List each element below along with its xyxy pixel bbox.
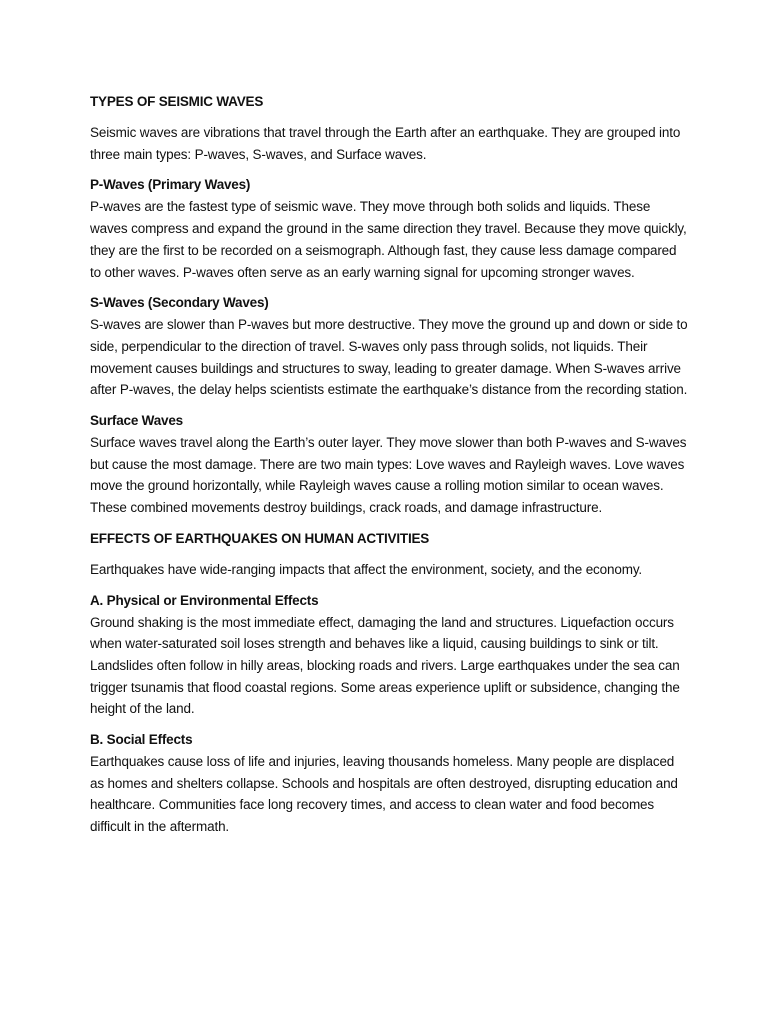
intro-paragraph: Seismic waves are vibrations that travel through the Earth after an earthquake. They are grouped into three main types: P-waves, S-waves, and Surface waves. bbox=[90, 125, 681, 162]
paragraph-s-waves: S-waves are slower than P-waves but more destructive. They move the ground up and down or side to side, perpendicular to the direction of travel. S-waves only pass through solids, not liquids. Their movement causes buildings and structures to sway, leading to greater damage. When S-waves arrive after P-waves, the delay helps scientists estimate the earthquake’s distance from the recording station. bbox=[90, 317, 688, 398]
heading-p-waves: P-Waves (Primary Waves) bbox=[90, 177, 251, 193]
heading-s-waves: S-Waves (Secondary Waves) bbox=[90, 295, 269, 311]
paragraph-p-waves: P-waves are the fastest type of seismic wave. They move through both solids and liquids. These waves compress and expand the ground in the same direction they travel. Because they move quickly, they are the first to be recorded on a seismograph. Although fast, they cause less damage compared to other waves. P-waves often serve as an early warning signal for upcoming stronger waves. bbox=[90, 199, 687, 280]
paragraph-surface-waves: Surface waves travel along the Earth’s outer layer. They move slower than both P-waves and S-waves but cause the most damage. There are two main types: Love waves and Rayleigh waves. Love waves move the ground horizontally, while Rayleigh waves cause a rolling motion similar to ocean waves. These combined movements destroy buildings, crack roads, and damage infrastructure. bbox=[90, 435, 687, 516]
heading-social-effects: B. Social Effects bbox=[90, 732, 193, 748]
paragraph-physical-effects: Ground shaking is the most immediate effect, damaging the land and structures. Liquefaction occurs when water-saturated soil loses strength and behaves like a liquid, causing buildings to sink or tilt. Landslides often follow in hilly areas, blocking roads and rivers. Large earthquakes under the sea can trigger tsunamis that flood coastal regions. Some areas experience uplift or subsidence, changing the height of the land. bbox=[90, 614, 680, 717]
heading-physical-effects: A. Physical or Environmental Effects bbox=[90, 592, 319, 608]
section-title-effects: EFFECTS OF EARTHQUAKES ON HUMAN ACTIVITIES bbox=[90, 530, 430, 546]
effects-intro-paragraph: Earthquakes have wide-ranging impacts that affect the environment, society, and the economy. bbox=[90, 561, 643, 577]
document-page bbox=[90, 91, 690, 847]
paragraph-social-effects: Earthquakes cause loss of life and injuries, leaving thousands homeless. Many people are displaced as homes and shelters collapse. Schools and hospitals are often destroyed, disrupting education and healthcare. Communities face long recovery times, and access to clean water and food becomes difficult in the aftermath. bbox=[90, 754, 678, 835]
section-title-seismic-waves: TYPES OF SEISMIC WAVES bbox=[90, 94, 264, 109]
heading-surface-waves: Surface Waves bbox=[90, 413, 183, 429]
